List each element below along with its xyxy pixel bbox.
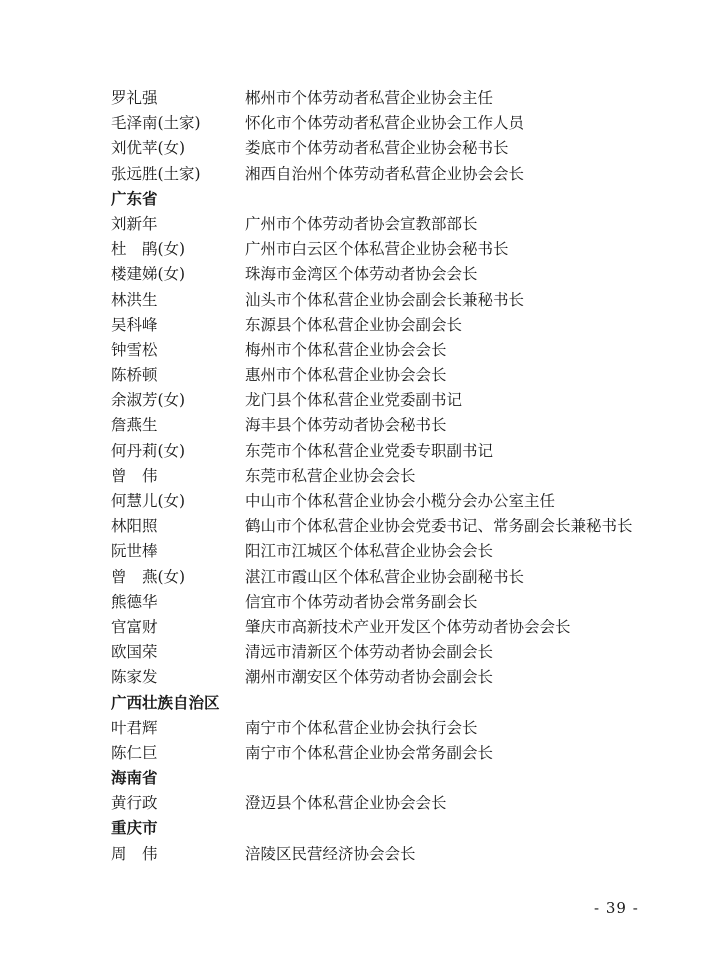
person-name: 黄行政: [111, 794, 158, 813]
person-position: 汕头市个体私营企业协会副会长兼秘书长: [245, 290, 525, 309]
person-row: [111, 212, 671, 237]
person-position: 东莞市私营企业协会会长: [245, 466, 416, 485]
person-name: 林洪生: [111, 290, 158, 309]
person-position: 广州市白云区个体私营企业协会秘书长: [245, 240, 509, 259]
person-name: 阮世棒: [111, 542, 158, 561]
person-row: [111, 741, 671, 766]
person-row: [111, 136, 671, 161]
province-heading: [111, 816, 671, 841]
person-row: [111, 262, 671, 287]
province-name: 重庆市: [111, 819, 158, 838]
person-name: 陈桥顿: [111, 366, 158, 385]
person-row: [111, 413, 671, 438]
page-number: - 39 -: [594, 899, 639, 917]
person-position: 东莞市个体私营企业党委专职副书记: [245, 441, 494, 460]
person-row: [111, 363, 671, 388]
person-name: 吴科峰: [111, 315, 158, 334]
person-name: 张远胜(土家): [111, 164, 201, 183]
person-name: 刘新年: [111, 214, 158, 233]
person-name: 熊德华: [111, 592, 158, 611]
province-name: 广西壮族自治区: [111, 693, 220, 712]
person-position: 鹤山市个体私营企业协会党委书记、常务副会长兼秘书长: [245, 517, 633, 536]
person-name: 陈家发: [111, 668, 158, 687]
person-row: [111, 489, 671, 514]
person-position: 龙门县个体私营企业党委副书记: [245, 391, 463, 410]
person-position: 肇庆市高新技术产业开发区个体劳动者协会会长: [245, 617, 571, 636]
person-position: 湛江市霞山区个体私营企业协会副秘书长: [245, 567, 525, 586]
person-position: 东源县个体私营企业协会副会长: [245, 315, 463, 334]
person-row: [111, 338, 671, 363]
person-position: 娄底市个体劳动者私营企业协会秘书长: [245, 139, 509, 158]
person-position: 清远市清新区个体劳动者协会副会长: [245, 643, 494, 662]
person-position: 中山市个体私营企业协会小榄分会办公室主任: [245, 492, 556, 510]
person-name: 毛泽南(土家): [111, 114, 201, 133]
person-row: [111, 615, 671, 640]
person-name: 詹燕生: [111, 416, 158, 435]
person-name: 楼建娣(女): [111, 265, 186, 284]
person-row: [111, 716, 671, 741]
province-heading: [111, 691, 671, 716]
person-position: 潮州市潮安区个体劳动者协会副会长: [245, 668, 494, 687]
person-position: 怀化市个体劳动者私营企业协会工作人员: [245, 114, 525, 133]
person-position: 广州市个体劳动者协会宣教部部长: [245, 214, 478, 233]
person-row: [111, 514, 671, 539]
person-position: 信宜市个体劳动者协会常务副会长: [245, 592, 478, 611]
person-position: 澄迈县个体私营企业协会会长: [245, 794, 447, 813]
person-name: 叶君辉: [111, 718, 158, 737]
person-position: 南宁市个体私营企业协会常务副会长: [245, 743, 494, 762]
person-name: 杜 鹃(女): [111, 240, 186, 259]
person-row: [111, 590, 671, 615]
person-position: 涪陵区民营经济协会会长: [245, 844, 416, 863]
person-row: [111, 640, 671, 665]
person-row: [111, 791, 671, 816]
person-row: [111, 288, 671, 313]
person-row: [111, 162, 671, 187]
person-row: [111, 388, 671, 413]
person-name: 刘优苹(女): [111, 139, 186, 158]
person-position: 珠海市金湾区个体劳动者协会会长: [245, 265, 478, 284]
province-name: 广东省: [111, 189, 158, 208]
person-name: 曾 伟: [111, 466, 158, 485]
person-row: [111, 439, 671, 464]
person-name: 陈仁巨: [111, 743, 158, 762]
person-row: [111, 313, 671, 338]
person-name: 林阳照: [111, 517, 158, 536]
person-name: 罗礼强: [111, 89, 158, 107]
person-name: 官富财: [111, 617, 158, 636]
person-row: [111, 565, 671, 590]
person-name: 钟雪松: [111, 340, 158, 359]
person-name: 何慧儿(女): [111, 492, 186, 510]
province-heading: [111, 766, 671, 791]
person-name: 何丹莉(女): [111, 441, 186, 460]
person-row: [111, 464, 671, 489]
person-position: 湘西自治州个体劳动者私营企业协会会长: [245, 164, 525, 183]
name-list: [111, 86, 671, 867]
person-row: [111, 539, 671, 564]
person-position: 惠州市个体私营企业协会会长: [245, 366, 447, 385]
person-row: [111, 86, 671, 111]
person-position: 南宁市个体私营企业协会执行会长: [245, 718, 478, 737]
person-row: [111, 665, 671, 690]
person-row: [111, 111, 671, 136]
person-position: 梅州市个体私营企业协会会长: [245, 340, 447, 359]
person-name: 欧国荣: [111, 643, 158, 662]
person-name: 周 伟: [111, 844, 158, 863]
person-name: 曾 燕(女): [111, 567, 186, 586]
person-row: [111, 842, 671, 867]
person-position: 阳江市江城区个体私营企业协会会长: [245, 542, 494, 561]
province-name: 海南省: [111, 769, 158, 788]
person-position: 海丰县个体劳动者协会秘书长: [245, 416, 447, 435]
person-position: 郴州市个体劳动者私营企业协会主任: [245, 89, 494, 107]
person-name: 余淑芳(女): [111, 391, 186, 410]
person-row: [111, 237, 671, 262]
province-heading: [111, 187, 671, 212]
